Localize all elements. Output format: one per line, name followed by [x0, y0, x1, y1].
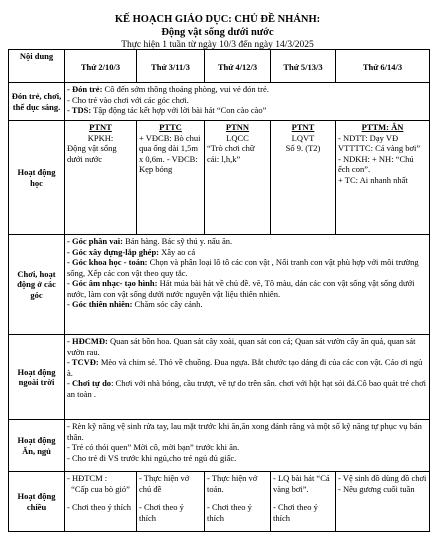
- hoc-monday-sub: KPKH:: [87, 132, 114, 143]
- goc-xay-dung-heading: - Góc xây dựng-lắp ghép:: [67, 246, 159, 257]
- row-hoat-dong-hoc: [9, 121, 430, 235]
- chieu-thursday-2: - Chơi theo ý thích: [273, 502, 318, 523]
- hoc-thursday: [271, 121, 336, 235]
- hoc-wednesday: [205, 121, 271, 235]
- lesson-plan-table: [8, 49, 430, 532]
- hoc-friday-body: - NDTT: Dạy VĐ VTTTTC: Cá vàng bơi”: [338, 132, 421, 153]
- row-an-ngu: [9, 420, 430, 472]
- an-ngu-line-2: - Trẻ có thói quen” Mời cô, mời bạn” trước khi ăn.: [67, 442, 240, 452]
- chieu-wednesday-1: - Thực hiện vở toán.: [207, 473, 258, 494]
- goc-content: [65, 235, 430, 335]
- chieu-friday: [336, 472, 430, 532]
- hoc-friday-body3: + TC: Ai nhanh nhất: [338, 174, 408, 185]
- label-ngoai-troi: Hoạt động ngoài trời: [9, 335, 65, 420]
- chieu-friday-1: - Vệ sinh đồ dùng đồ chơi: [338, 473, 427, 483]
- chieu-tuesday-1: - Thực hiện vở chủ đề: [139, 473, 190, 494]
- row-chieu: [9, 472, 430, 532]
- row-goc: [9, 235, 430, 335]
- tds-text: Tập động tác kết hợp với lời bài hát “Con cào cào”: [91, 105, 267, 115]
- page-header: [0, 0, 435, 51]
- header-noi-dung: Nội dung: [9, 50, 65, 83]
- hoc-thursday-sub: LQVT: [291, 132, 315, 143]
- don-tre-play-text: - Cho trẻ vào chơi với các góc chơi.: [67, 94, 189, 105]
- plan-title: KẾ HOẠCH GIÁO DỤC: CHỦ ĐỀ NHÁNH:: [114, 14, 321, 25]
- hoc-thursday-body: Số 9. (T2): [285, 143, 321, 153]
- don-tre-text: Cô đến sớm thông thoáng phòng, vui vẻ đón trẻ.: [102, 84, 269, 94]
- hdcmd-text: Quan sát bồn hoa. Quan sát cây xoài, quan sát con cá; Quan sát vườn cây ăn quả, quan sát vườn rau.: [67, 336, 416, 357]
- goc-xay-dung-text: Xây ao cá: [159, 246, 196, 257]
- row-ngoai-troi: [9, 335, 430, 420]
- goc-phan-vai-text: Bán hàng. Bác sỹ thú y. nấu ăn.: [122, 236, 233, 246]
- goc-thien-nhien-text: Chăm sóc cây cảnh.: [132, 299, 203, 309]
- ngoai-troi-content: [65, 335, 430, 420]
- tcvd-text: Mèo và chim sẻ. Thỏ về chuồng. Đua ngựa. Bắt chước tạo dáng đi của các con vật. Cáo ơi ngủ à.: [67, 357, 423, 378]
- chieu-friday-2: - Nêu gương cuối tuần: [338, 483, 415, 494]
- chieu-tuesday: [137, 472, 205, 532]
- goc-am-nhac-heading: - Góc âm nhạc- tạo hình:: [67, 278, 158, 288]
- chieu-monday: [65, 472, 137, 532]
- hoc-friday: [336, 121, 430, 235]
- header-day-tuesday: Thứ 3/11/3: [137, 50, 205, 83]
- label-hoat-dong-hoc: Hoạt động học: [9, 121, 65, 235]
- label-chieu: Hoạt động chiều: [9, 472, 65, 532]
- hoc-friday-body2: - NDKH: + NH: “Chú ếch con”.: [338, 153, 414, 174]
- label-goc: Chơi, hoạt động ở các góc: [9, 235, 65, 335]
- choi-tu-do-heading: - Chơi tự do: [67, 378, 112, 388]
- hoc-wednesday-sub: LQCC: [226, 132, 249, 143]
- goc-thien-nhien-heading: - Góc thiên nhiên:: [67, 299, 133, 309]
- chieu-thursday: [271, 472, 336, 532]
- chieu-wednesday: [205, 472, 271, 532]
- header-day-thursday: Thứ 5/13/3: [271, 50, 336, 83]
- hoc-tuesday: [137, 121, 205, 235]
- topic-title: Động vật sống dưới nước: [161, 27, 274, 38]
- row-don-tre: [9, 83, 430, 121]
- chieu-wednesday-2: - Chơi theo ý thích: [207, 502, 252, 523]
- hoc-thursday-code: PTNT: [291, 122, 315, 132]
- table-header-row: [9, 50, 430, 83]
- don-tre-heading: - Đón trẻ:: [67, 84, 103, 94]
- an-ngu-line-3: - Cho trẻ đi VS trước khi ngủ,cho trẻ ngủ đủ giấc.: [67, 452, 237, 463]
- label-an-ngu: Hoạt động Ăn, ngủ: [9, 420, 65, 472]
- hoc-monday: [65, 121, 137, 235]
- header-day-monday: Thứ 2/10/3: [65, 50, 137, 83]
- goc-phan-vai-heading: - Góc phân vai:: [67, 236, 123, 246]
- hoc-monday-code: PTNT: [89, 122, 112, 132]
- label-don-tre: Đón trẻ, chơi, thể dục sáng.: [9, 83, 65, 121]
- goc-khoa-hoc-text: Chọn và phân loại lô tô các con vật , Nối tranh con vật phù hợp với môi trường sống, Xếp các con vật theo quy tắc.: [67, 257, 419, 278]
- date-range: Thực hiện 1 tuần từ ngày 10/3 đến ngày 14/3/2025: [121, 40, 314, 50]
- hoc-friday-code: PTTM: ÂN: [361, 122, 404, 132]
- hoc-tuesday-body: + VĐCB: Bò chui qua ống dài 1,5m x 0,6m. - VĐCB: Kẹp bóng: [139, 132, 201, 174]
- hoc-tuesday-code: PTTC: [159, 122, 182, 132]
- hoc-wednesday-body: “Trò chơi chữ cái: l,h,k”: [207, 143, 255, 164]
- chieu-thursday-1: - LQ bài hát “Cá vàng bơi”.: [273, 473, 330, 494]
- goc-khoa-hoc-heading: - Góc khoa học - toán:: [67, 257, 148, 267]
- chieu-tuesday-2: - Chơi theo ý thích: [139, 502, 184, 523]
- tds-heading: - TDS:: [67, 105, 92, 115]
- an-ngu-line-1: - Rèn kỹ năng vệ sinh rửa tay, lau mặt trước khi ăn,ăn xong đánh răng và một số kỹ năng tự phục vụ bản thân.: [67, 421, 422, 442]
- tcvd-heading: - TCVĐ:: [67, 357, 99, 367]
- chieu-monday-3: - Chơi theo ý thích: [67, 502, 131, 512]
- hdcmd-heading: - HĐCMĐ:: [67, 336, 108, 346]
- an-ngu-content: [65, 420, 430, 472]
- header-day-wednesday: Thứ 4/12/3: [205, 50, 271, 83]
- chieu-monday-2: “Cấp cua bò giỏ”: [71, 483, 130, 494]
- hoc-wednesday-code: PTNN: [225, 122, 250, 132]
- choi-tu-do-text: : Chơi với nhà bóng, cầu trượt, vẽ tự do trên sân. chơi với hột hạt sỏi đá.Cô bao quát trẻ chơi an toàn .: [67, 378, 427, 399]
- chieu-monday-1: - HĐTCM :: [67, 473, 108, 483]
- goc-am-nhac-text: Hát múa bài hát về chủ đề. vẽ, Tô màu, dán các con vật sống vật sống dưới nước, làm con vật sống dưới nước nguyên vật liệu thiên nhiên.: [67, 278, 415, 299]
- don-tre-content: [65, 83, 430, 121]
- hoc-monday-body: Động vật sống dưới nước: [67, 143, 117, 164]
- header-day-friday: Thứ 6/14/3: [336, 50, 430, 83]
